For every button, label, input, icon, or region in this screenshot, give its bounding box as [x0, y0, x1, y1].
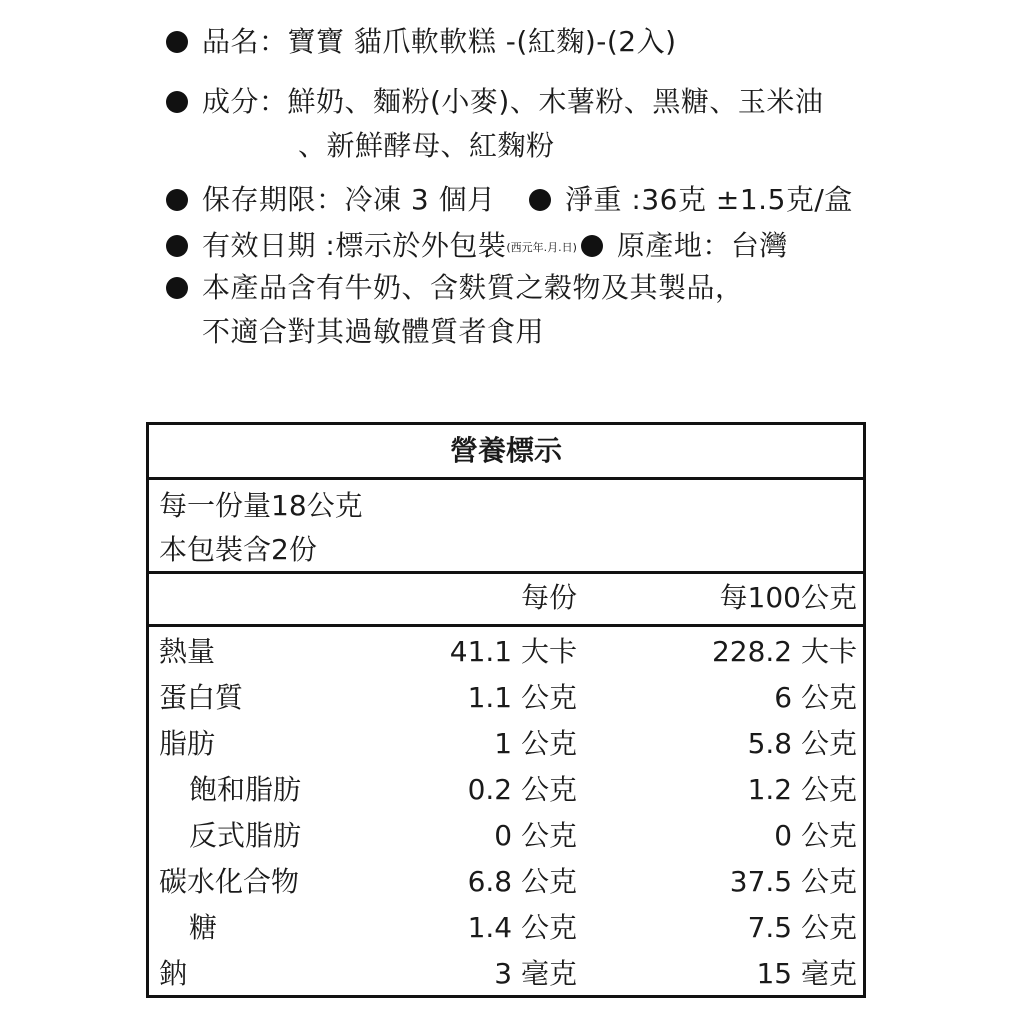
- table-row: [149, 767, 863, 813]
- per-serving-value: 6.8 公克: [467, 865, 577, 898]
- product-name: 品名：寶寶 貓爪軟軟糕 -(紅麴)-(2入): [202, 25, 677, 58]
- nutrient-label: 糖: [189, 911, 218, 944]
- nutrition-title: 營養標示: [149, 425, 863, 480]
- per-serving-value: 3 毫克: [494, 957, 577, 990]
- ingredients-continuation: 、新鮮酵母、紅麴粉: [298, 129, 555, 162]
- per-serving-value: 0 公克: [494, 819, 577, 852]
- per-serving-value: 1 公克: [494, 727, 577, 760]
- allergen-text: 本產品含有牛奶、含麩質之穀物及其製品，: [202, 271, 744, 304]
- ingredients-line: [166, 84, 823, 120]
- table-row: [149, 629, 863, 675]
- table-row: [149, 951, 863, 997]
- servings-per-pack: 本包裝含2份: [159, 533, 317, 566]
- nutrient-label: 脂肪: [159, 727, 216, 760]
- allergen-line: [166, 270, 744, 306]
- col-per-100g: 每100公克: [719, 581, 857, 614]
- bullet-icon: [166, 235, 188, 257]
- table-row: [149, 675, 863, 721]
- nutrient-label: 蛋白質: [159, 681, 244, 714]
- per-100g-value: 1.2 公克: [747, 773, 857, 806]
- col-per-serving: 每份: [520, 581, 577, 614]
- table-row: [149, 905, 863, 951]
- table-row: [149, 813, 863, 859]
- ingredients-text: 成分：鮮奶、麵粉(小麥)、木薯粉、黑糖、玉米油: [202, 85, 824, 118]
- nutrient-label: 反式脂肪: [189, 819, 302, 852]
- allergen-continuation: 不適合對其過敏體質者食用: [202, 315, 545, 348]
- per-100g-value: 7.5 公克: [747, 911, 857, 944]
- per-serving-value: 1.1 公克: [467, 681, 577, 714]
- bullet-icon: [166, 31, 188, 53]
- per-100g-value: 37.5 公克: [729, 865, 857, 898]
- per-100g-value: 5.8 公克: [747, 727, 857, 760]
- table-row: [149, 859, 863, 905]
- nutrition-facts-panel: [146, 422, 866, 998]
- per-serving-value: 0.2 公克: [467, 773, 577, 806]
- origin: 原產地：台灣: [616, 229, 788, 262]
- nutrient-label: 飽和脂肪: [189, 773, 302, 806]
- nutrient-label: 鈉: [159, 957, 188, 990]
- expiry-origin-line: [166, 228, 788, 266]
- per-100g-value: 0 公克: [774, 819, 857, 852]
- bullet-icon: [166, 91, 188, 113]
- nutrient-label: 熱量: [159, 635, 216, 668]
- table-row: [149, 721, 863, 767]
- per-100g-value: 6 公克: [774, 681, 857, 714]
- expiry-note: (西元年.月.日): [506, 241, 577, 254]
- per-serving-value: 41.1 大卡: [449, 635, 577, 668]
- serving-size: 每一份量18公克: [159, 489, 363, 522]
- column-header-row: [149, 574, 863, 627]
- serving-info: [149, 480, 863, 574]
- net-weight: 淨重 :36克 ±1.5克/盒: [565, 183, 853, 216]
- expiry-date: 有效日期 :標示於外包裝: [202, 229, 507, 262]
- product-name-line: [166, 24, 677, 60]
- shelf-weight-line: [166, 182, 853, 218]
- bullet-icon: [166, 277, 188, 299]
- nutrient-rows: [149, 627, 863, 997]
- per-100g-value: 228.2 大卡: [711, 635, 857, 668]
- per-100g-value: 15 毫克: [756, 957, 857, 990]
- shelf-life: 保存期限：冷凍 3 個月: [202, 183, 496, 216]
- nutrient-label: 碳水化合物: [159, 865, 300, 898]
- bullet-icon: [166, 189, 188, 211]
- per-serving-value: 1.4 公克: [467, 911, 577, 944]
- bullet-icon: [581, 235, 603, 257]
- bullet-icon: [529, 189, 551, 211]
